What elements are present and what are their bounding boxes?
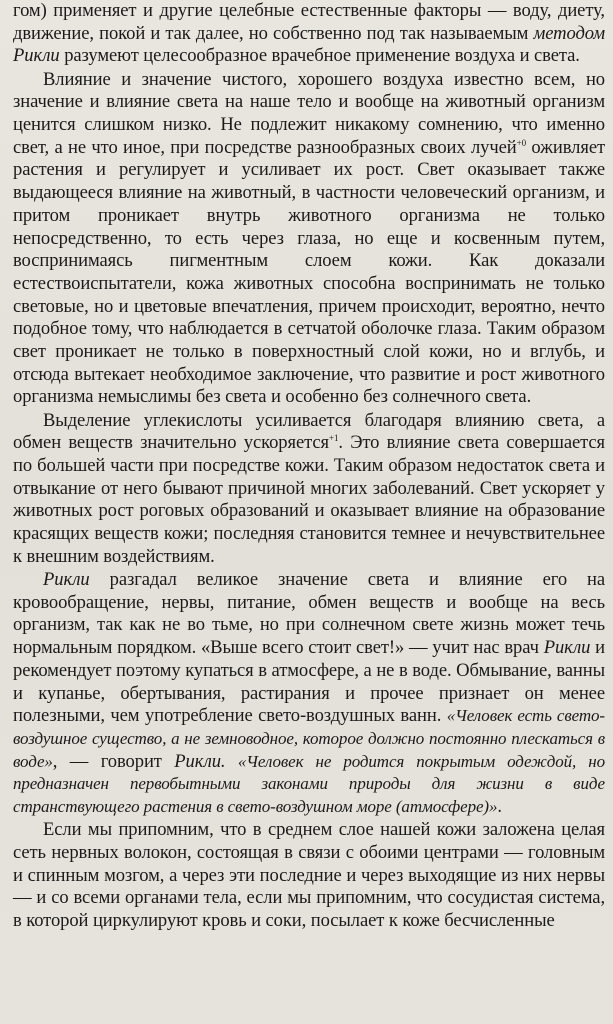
paragraph bbox=[13, 69, 605, 410]
paragraph bbox=[13, 0, 605, 68]
italic-text: методом Рикли bbox=[13, 22, 605, 67]
italic-quote: «Человек не родится покрытым одеждой, но предназначен первобытными законами природы для жизни в виде странствующего растения в свето-воздушном море (атмосфере)» bbox=[13, 751, 605, 817]
footnote-marker: +1 bbox=[328, 433, 339, 444]
italic-text: Рикли bbox=[43, 569, 90, 591]
text-run: . Это влияние света совершается по большей части при посредстве кожи. Таким образом недостаток света и отвыкание от него бывают причиной многих заболеваний. Свет ускоряет у животных рост роговых образований и оказывает влияние на образование красящих веществ кожи; последняя становится темнее и нечувствительнее к внешним воздействиям. bbox=[13, 432, 605, 567]
text-run: и рекомендует поэтому купаться в атмосфере, а не в воде. Обмывание, ванны и купанье, обертывания, растирания и прочее признает он менее полезными, чем употребление свето-воздушных ванн. bbox=[13, 637, 605, 727]
text-run: Если мы припомним, что в среднем слое нашей кожи заложена целая сеть нервных волокон, состоящая в связи с обоими центрами — головным и спинным мозгом, а через эти последние и через выходящие из них нервы — и со всеми органами тела, если мы припомним, что сосудистая система, в которой циркулируют кровь и соки, посылает к коже бесчисленные bbox=[13, 819, 605, 932]
text-run: , — говорит bbox=[52, 750, 175, 772]
text-run: Выделение углекислоты усиливается благодаря влиянию света, а обмен веществ значительно ускоряется bbox=[13, 409, 605, 454]
text-run: Влияние и значение чистого, хорошего воздуха известно всем, но значение и влияние света на наше тело и вообще на животный организм ценится слишком низко. Не подлежит никакому сомнению, что именно свет, а не что иное, при посредстве разнообразных своих лучей bbox=[13, 68, 605, 158]
text-run: гом) применяет и другие целебные естественные факторы — воду, диету, движение, покой и так далее, но собственно под так называемым bbox=[13, 0, 605, 44]
paragraph bbox=[13, 819, 605, 933]
text-run: разумеют целесообразное врачебное применение воздуха и света. bbox=[59, 45, 580, 67]
paragraph bbox=[13, 569, 605, 819]
footnote-marker: +0 bbox=[516, 137, 527, 148]
italic-quote: «Человек есть свето-воздушное существо, а не земноводное, которое должно постоянно плескаться в воде» bbox=[13, 706, 605, 771]
text-run bbox=[225, 751, 237, 772]
body-text bbox=[13, 0, 605, 933]
text-run: . bbox=[497, 796, 502, 818]
italic-text: Рикли. bbox=[174, 750, 226, 772]
text-run: оживляет растения и регулирует и усиливает их рост. Свет оказывает также выдающееся влияние на животный, в частности человеческий организм, и притом проникает внутрь животного организма не только непосредственно, то есть через глаза, но еще и косвенным путем, воспринимаясь пигментным слоем кожи. Как доказали естествоиспытатели, кожа животных способна воспринимать не только световые, но и цветовые впечатления, причем происходит, вероятно, нечто подобное тому, что наблюдается в сетчатой оболочке глаза. Таким образом свет проникает не только в поверхностный слой кожи, но и вглубь, и отсюда вытекает необходимое заключение, что развитие и рост животного организма немыслимы без света и особенно без солнечного света. bbox=[13, 136, 605, 408]
text-run: разгадал великое значение света и влияние его на кровообращение, нервы, питание, обмен веществ и вообще на весь организм, так как не во тьме, но при солнечном свете жизнь может течь нормальным порядком. «Выше всего стоит свет!» — учит нас врач bbox=[13, 569, 605, 659]
paragraph bbox=[13, 410, 605, 569]
italic-text: Рикли bbox=[543, 637, 591, 659]
